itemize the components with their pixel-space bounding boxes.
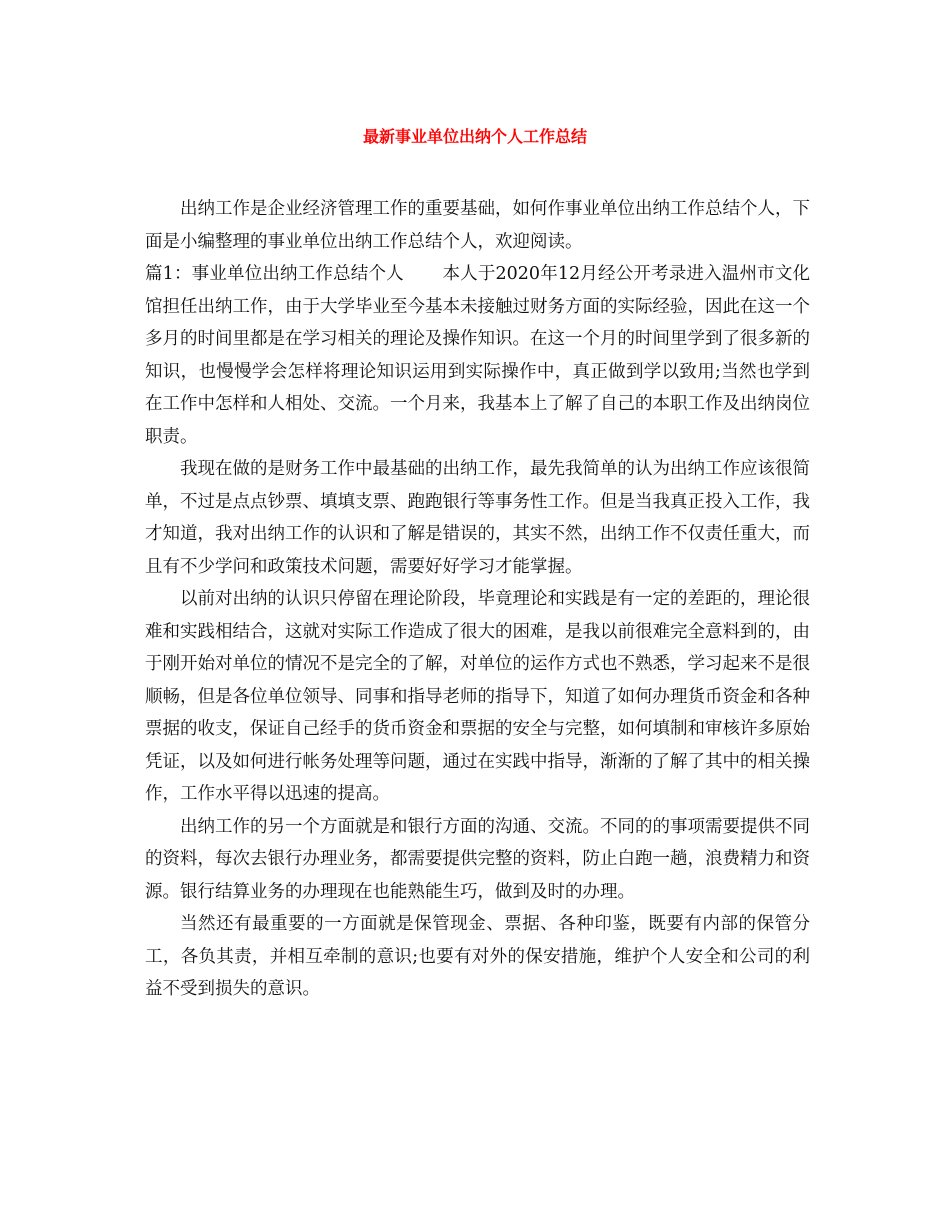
body-paragraph: 我现在做的是财务工作中最基础的出纳工作，最先我简单的认为出纳工作应该很简单，不过是点点钞票、填填支票、跑跑银行等事务性工作。但是当我真正投入工作，我才知道，我对出纳工作的认识和了解是错误的，其实不然，出纳工作不仅责任重大，而且有不少学问和政策技术问题，需要好好学习才能掌握。 [145,459,810,577]
section-one-paragraph [145,258,810,453]
document-title: 最新事业单位出纳个人工作总结 [362,127,587,146]
intro-paragraph: 出纳工作是企业经济管理工作的重要基础，如何作事业单位出纳工作总结个人，下面是小编整理的事业单位出纳工作总结个人，欢迎阅读。 [145,199,810,252]
section-heading: 篇1：事业单位出纳工作总结个人 [145,264,404,284]
body-paragraph: 以前对出纳的认识只停留在理论阶段，毕竟理论和实践是有一定的差距的，理论很难和实践相结合，这就对实际工作造成了很大的困难，是我以前很难完全意料到的，由于刚开始对单位的情况不是完全的了解，对单位的运作方式也不熟悉，学习起来不是很顺畅，但是各位单位领导、同事和指导老师的指导下，知道了如何办理货币资金和各种票据的收支，保证自己经手的货币资金和票据的安全与完整，如何填制和审核许多原始凭证，以及如何进行帐务处理等问题，通过在实践中指导，渐渐的了解了其中的相关操作，工作水平得以迅速的提高。 [145,589,810,804]
section-first-paragraph: 本人于2020年12月经公开考录进入温州市文化馆担任出纳工作，由于大学毕业至今基本未接触过财务方面的实际经验，因此在这一个多月的时间里都是在学习相关的理论及操作知识。在这一个月的时间里学到了很多新的知识，也慢慢学会怎样将理论知识运用到实际操作中，真正做到学以致用;当然也学到在工作中怎样和人相处、交流。一个月来，我基本上了解了自己的本职工作及出纳岗位职责。 [145,264,810,447]
body-paragraph: 出纳工作的另一个方面就是和银行方面的沟通、交流。不同的的事项需要提供不同的资料，每次去银行办理业务，都需要提供完整的资料，防止白跑一趟，浪费精力和资源。银行结算业务的办理现在也能熟能生巧，做到及时的办理。 [145,816,810,902]
document-body [145,193,810,1006]
body-paragraph: 当然还有最重要的一方面就是保管现金、票据、各种印鉴，既要有内部的保管分工，各负其责，并相互牵制的意识;也要有对外的保安措施，维护个人安全和公司的利益不受到损失的意识。 [145,914,810,999]
